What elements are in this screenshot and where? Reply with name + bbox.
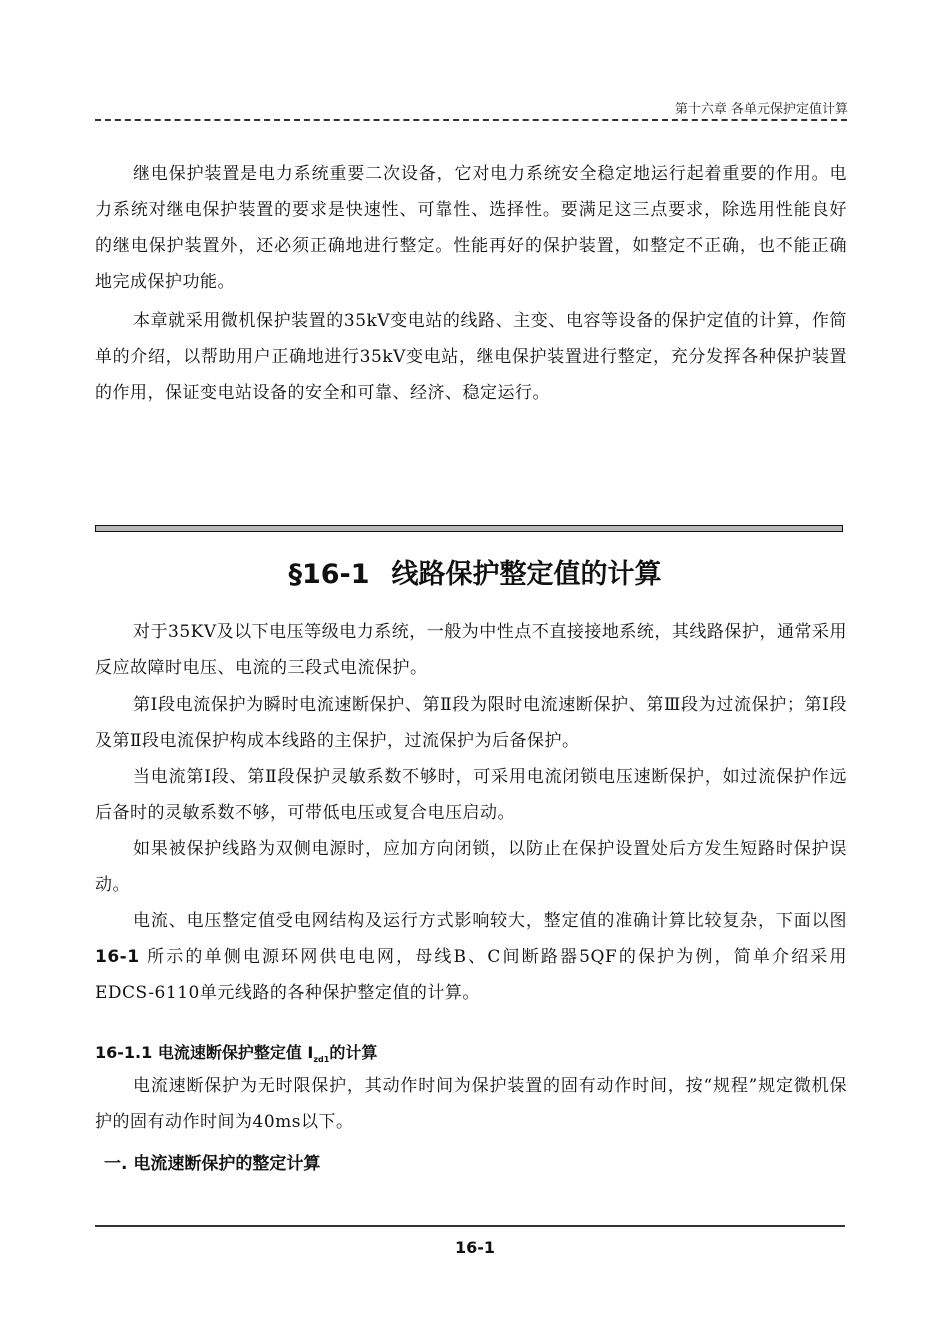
body-paragraph-5 [95,903,847,1011]
body-paragraph-4: 如果被保护线路为双侧电源时，应加方向闭锁，以防止在保护设置处后方发生短路时保护误动。 [95,839,847,895]
header-rule [95,119,847,121]
running-header: 第十六章 各单元保护定值计算 [674,102,848,117]
section-divider [95,525,843,532]
section-title-text: 线路保护整定值的计算 [391,559,662,590]
subsection-heading [95,1040,847,1064]
section-number: §16-1 [288,559,370,590]
intro-paragraph-2: 本章就采用微机保护装置的35kV变电站的线路、主变、电容等设备的保护定值的计算，作简单的介绍，以帮助用户正确地进行35kV变电站，继电保护装置进行整定，充分发挥各种保护装置的作用，保证变电站设备的安全和可靠、经济、稳定运行。 [95,311,847,403]
subsection-subscript: zd1 [313,1055,330,1065]
intro-paragraph-1: 继电保护装置是电力系统重要二次设备，它对电力系统安全稳定地运行起着重要的作用。电力系统对继电保护装置的要求是快速性、可靠性、选择性。要满足这三点要求，除选用性能良好的继电保护装置外，还必须正确地进行整定。性能再好的保护装置，如整定不正确，也不能正确地完成保护功能。 [95,164,847,292]
footer-rule [95,1225,845,1227]
body-paragraph-3: 当电流第Ⅰ段、第Ⅱ段保护灵敏系数不够时，可采用电流闭锁电压速断保护，如过流保护作远后备时的灵敏系数不够，可带低电压或复合电压启动。 [95,767,847,823]
subsection-title: 电流速断保护整定值 I [157,1043,314,1062]
heading-one: 一. 电流速断保护的整定计算 [104,1154,321,1174]
subsection-number: 16-1.1 [95,1043,153,1062]
subsection-paragraph-1: 电流速断保护为无时限保护，其动作时间为保护装置的固有动作时间，按“规程”规定微机保护的固有动作时间为40ms以下。 [95,1076,847,1132]
subsection-title-end: 的计算 [329,1043,378,1062]
figure-reference: 16-1 [95,947,140,967]
section-title [0,552,950,591]
body-paragraph-1: 对于35KV及以下电压等级电力系统，一般为中性点不直接接地系统，其线路保护，通常采用反应故障时电压、电流的三段式电流保护。 [95,622,847,678]
body-paragraph-2: 第Ⅰ段电流保护为瞬时电流速断保护、第Ⅱ段为限时电流速断保护、第Ⅲ段为过流保护；第Ⅰ段及第Ⅱ段电流保护构成本线路的主保护，过流保护为后备保护。 [95,695,847,751]
body-paragraph-5-text-a: 电流、电压整定值受电网结构及运行方式影响较大，整定值的准确计算比较复杂，下面以图 [133,911,847,931]
body-paragraph-5-text-b: 所示的单侧电源环网供电电网，母线B、C间断路器5QF的保护为例，简单介绍采用EDCS-6110单元线路的各种保护整定值的计算。 [95,947,848,1003]
page-number: 16-1 [454,1238,496,1257]
